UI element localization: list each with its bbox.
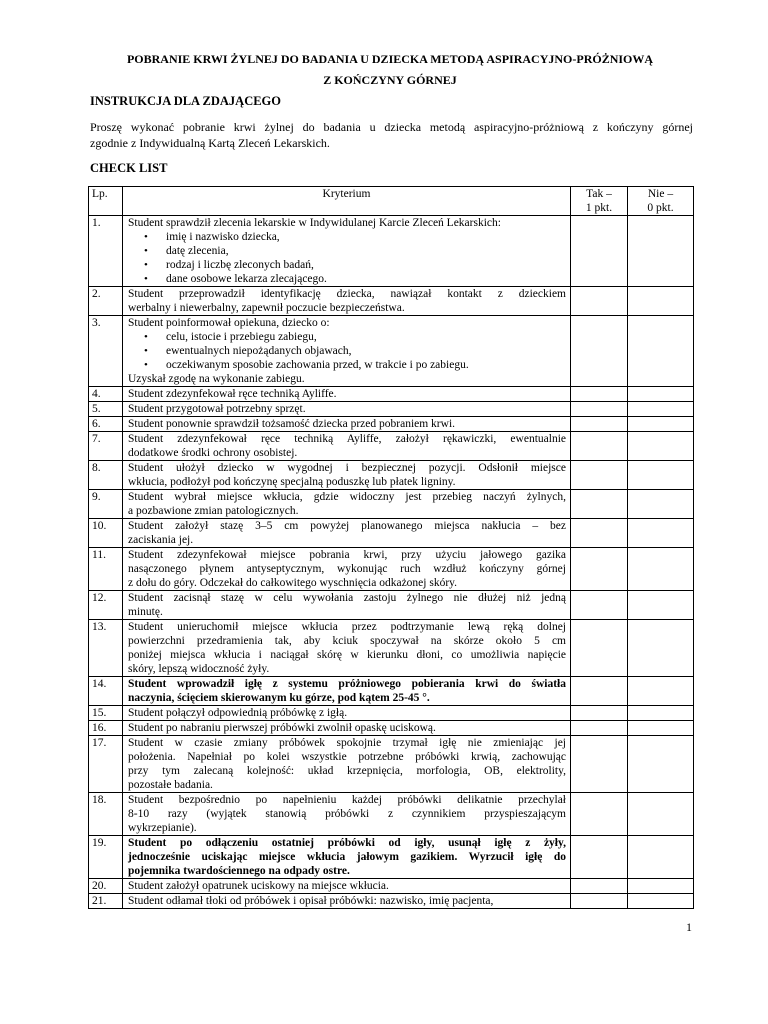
checklist-row: [89, 706, 694, 721]
nie-score-cell[interactable]: [628, 432, 694, 461]
row-criterion: [123, 793, 571, 836]
tak-score-cell[interactable]: [571, 793, 628, 836]
header-tak: [571, 187, 628, 216]
page-number: 1: [686, 920, 692, 934]
checklist-row: [89, 721, 694, 736]
criterion-line: jednocześnie uciskając miejsce wkłucia jałowym gazikiem. Wyrzucił igłę do: [128, 851, 566, 863]
criterion-line: Student ułożył dziecko w wygodnej i bezpiecznej pozycji. Odsłonił miejsce: [128, 462, 566, 474]
checklist-header-row: [89, 187, 694, 216]
criterion-bullet: • oczekiwanym sposobie zachowania przed, w trakcie i po zabiegu.: [128, 358, 566, 372]
row-number: 18.: [89, 793, 123, 836]
header-nie-line1: Nie –: [647, 188, 674, 200]
tak-score-cell[interactable]: [571, 316, 628, 387]
criterion-bullet: • ewentualnych niepożądanych objawach,: [128, 344, 566, 358]
nie-score-cell[interactable]: [628, 519, 694, 548]
instructions-text: [90, 119, 693, 151]
criterion-line: dodatkowe środki ochrony osobistej.: [128, 447, 298, 459]
tak-score-cell[interactable]: [571, 402, 628, 417]
criterion-line: Student wprowadził igłę z systemu próżniowego pobierania krwi do światła: [128, 678, 566, 690]
row-criterion: [123, 677, 571, 706]
checklist-table: [88, 186, 694, 909]
row-criterion: [123, 706, 571, 721]
row-criterion: [123, 316, 571, 387]
tak-score-cell[interactable]: [571, 216, 628, 287]
row-criterion: [123, 620, 571, 677]
row-number: 21.: [89, 894, 123, 909]
criterion-bullet: • dane osobowe lekarza zlecającego.: [128, 272, 566, 286]
nie-score-cell[interactable]: [628, 490, 694, 519]
criterion-line: Student po nabraniu pierwszej próbówki zwolnił opaskę uciskową.: [128, 722, 436, 734]
criterion-line: poniżej miejsca wkłucia i naciągał skórę w kierunku dłoni, co umożliwia napięcie: [128, 649, 566, 661]
checklist-row: [89, 287, 694, 316]
row-criterion: [123, 287, 571, 316]
header-nie-line2: 0 pkt.: [647, 202, 674, 214]
criterion-line: zaciskania jej.: [128, 534, 194, 546]
tak-score-cell[interactable]: [571, 736, 628, 793]
row-criterion: [123, 879, 571, 894]
checklist-heading: CHECK LIST: [90, 161, 168, 175]
criterion-line: Student założył opatrunek uciskowy na miejsce wkłucia.: [128, 880, 389, 892]
nie-score-cell[interactable]: [628, 461, 694, 490]
row-criterion: [123, 387, 571, 402]
nie-score-cell[interactable]: [628, 387, 694, 402]
nie-score-cell[interactable]: [628, 706, 694, 721]
row-number: 7.: [89, 432, 123, 461]
row-number: 3.: [89, 316, 123, 387]
row-number: 6.: [89, 417, 123, 432]
row-number: 16.: [89, 721, 123, 736]
criterion-line: Student odłamał tłoki od próbówek i opisał próbówki: nazwisko, imię pacjenta,: [128, 895, 494, 907]
row-number: 19.: [89, 836, 123, 879]
tak-score-cell[interactable]: [571, 620, 628, 677]
document-title-line1: POBRANIE KRWI ŻYLNEJ DO BADANIA U DZIECKA METODĄ ASPIRACYJNO-PRÓŻNIOWĄ: [126, 52, 654, 66]
checklist-row: [89, 490, 694, 519]
nie-score-cell[interactable]: [628, 793, 694, 836]
nie-score-cell[interactable]: [628, 677, 694, 706]
nie-score-cell[interactable]: [628, 548, 694, 591]
row-criterion: [123, 721, 571, 736]
row-number: 12.: [89, 591, 123, 620]
criterion-line: werbalny i niewerbalny, zapewnił poczucie bezpieczeństwa.: [128, 302, 405, 314]
checklist-row: [89, 894, 694, 909]
row-number: 10.: [89, 519, 123, 548]
criterion-line: Student ponownie sprawdził tożsamość dziecka przed pobraniem krwi.: [128, 418, 456, 430]
row-criterion: [123, 519, 571, 548]
criterion-line: Student zdezynfekował ręce techniką Ayliffe, założył rękawiczki, ewentualnie: [128, 433, 566, 445]
criterion-line: Student zdezynfekował miejsce pobrania krwi, przy użyciu jałowego gazika: [128, 549, 566, 561]
tak-score-cell[interactable]: [571, 432, 628, 461]
checklist-row: [89, 316, 694, 387]
tak-score-cell[interactable]: [571, 287, 628, 316]
row-number: 2.: [89, 287, 123, 316]
checklist-row: [89, 417, 694, 432]
header-lp: Lp.: [89, 187, 123, 216]
row-criterion: [123, 894, 571, 909]
nie-score-cell[interactable]: [628, 287, 694, 316]
header-tak-line1: Tak –: [586, 188, 612, 200]
nie-score-cell[interactable]: [628, 620, 694, 677]
criterion-bullet: • celu, istocie i przebiegu zabiegu,: [128, 330, 566, 344]
criterion-line: Student zdezynfekował ręce techniką Ayliffe.: [128, 388, 337, 400]
checklist-row: [89, 620, 694, 677]
nie-score-cell[interactable]: [628, 216, 694, 287]
criterion-line: z dołu do góry. Odczekał do całkowitego wyschnięcia odkażonej skóry.: [128, 577, 458, 589]
header-tak-line2: 1 pkt.: [585, 202, 613, 214]
tak-score-cell[interactable]: [571, 591, 628, 620]
tak-score-cell[interactable]: [571, 490, 628, 519]
criterion-line: położenia. Napełniał po kolei wszystkie potrzebne próbówki krwią, zachowując: [128, 751, 566, 763]
criterion-bullet: • datę zlecenia,: [128, 244, 566, 258]
criterion-line: powierzchni przedramienia tak, aby kciuk spoczywał na skórze około 5 cm: [128, 635, 566, 647]
row-number: 11.: [89, 548, 123, 591]
nie-score-cell[interactable]: [628, 836, 694, 879]
row-number: 9.: [89, 490, 123, 519]
criterion-line: skóry, lepszą widoczność żyły.: [128, 663, 270, 675]
row-criterion: [123, 461, 571, 490]
criterion-line: pozostałe badania.: [128, 779, 213, 791]
criterion-line: naczynia, ścięciem skierowanym ku górze, pod kątem 25-45 °.: [128, 692, 430, 704]
tak-score-cell[interactable]: [571, 879, 628, 894]
row-criterion: [123, 417, 571, 432]
checklist-row: [89, 387, 694, 402]
nie-score-cell[interactable]: [628, 736, 694, 793]
nie-score-cell[interactable]: [628, 417, 694, 432]
row-number: 17.: [89, 736, 123, 793]
criterion-line: Uzyskał zgodę na wykonanie zabiegu.: [128, 373, 305, 385]
criterion-line: Student połączył odpowiednią próbówkę z igłą.: [128, 707, 348, 719]
header-nie: [628, 187, 694, 216]
criterion-line: Student w czasie zmiany próbówek spokojnie trzymał igłę nie zmieniając jej: [128, 737, 566, 749]
document-title-line2: Z KOŃCZYNY GÓRNEJ: [323, 73, 457, 87]
criterion-line: Student po odłączeniu ostatniej próbówki od igły, usunął igłę z żyły,: [128, 837, 566, 849]
checklist-row: [89, 736, 694, 793]
checklist-row: [89, 879, 694, 894]
row-number: 8.: [89, 461, 123, 490]
checklist-row: [89, 548, 694, 591]
nie-score-cell[interactable]: [628, 591, 694, 620]
tak-score-cell[interactable]: [571, 894, 628, 909]
criterion-line: Student przeprowadził identyfikację dziecka, nawiązał kontakt z dzieckiem: [128, 288, 566, 300]
criterion-line: minutę.: [128, 606, 163, 618]
criterion-line: Student założył stazę 3–5 cm powyżej planowanego miejsca nakłucia – bez: [128, 520, 566, 532]
checklist-row: [89, 793, 694, 836]
criterion-line: a pozbawione zmian patologicznych.: [128, 505, 299, 517]
criterion-bullet: • rodzaj i liczbę zleconych badań,: [128, 258, 566, 272]
nie-score-cell[interactable]: [628, 402, 694, 417]
row-criterion: [123, 402, 571, 417]
tak-score-cell[interactable]: [571, 548, 628, 591]
tak-score-cell[interactable]: [571, 461, 628, 490]
tak-score-cell[interactable]: [571, 417, 628, 432]
criterion-line: pojemnika twardościennego na odpady ostre.: [128, 865, 350, 877]
row-number: 4.: [89, 387, 123, 402]
criterion-line: wkłucia, podłożył pod kończynę specjalną poduszkę lub płatek ligniny.: [128, 476, 456, 488]
instructions-line: zgodnie z Indywidualną Kartą Zleceń Lekarskich.: [90, 136, 330, 150]
criterion-line: Student zacisnął stazę w celu wywołania zastoju żylnego nie dłużej niż jedną: [128, 592, 566, 604]
checklist-row: [89, 461, 694, 490]
criterion-line: wykrzepianie).: [128, 822, 197, 834]
row-criterion: [123, 736, 571, 793]
nie-score-cell[interactable]: [628, 316, 694, 387]
row-criterion: [123, 490, 571, 519]
checklist-row: [89, 836, 694, 879]
tak-score-cell[interactable]: [571, 721, 628, 736]
nie-score-cell[interactable]: [628, 721, 694, 736]
instructions-heading: INSTRUKCJA DLA ZDAJĄCEGO: [90, 94, 282, 108]
checklist-row: [89, 216, 694, 287]
row-number: 13.: [89, 620, 123, 677]
row-criterion: [123, 548, 571, 591]
row-number: 20.: [89, 879, 123, 894]
header-kryterium: Kryterium: [123, 187, 571, 216]
criterion-line: Student wybrał miejsce wkłucia, gdzie widoczny jest przebieg naczyń żylnych,: [128, 491, 566, 503]
row-criterion: [123, 432, 571, 461]
tak-score-cell[interactable]: [571, 677, 628, 706]
criterion-line: Student bezpośrednio po napełnieniu każdej próbówki delikatnie przechylał: [128, 794, 566, 806]
checklist-row: [89, 432, 694, 461]
row-criterion: [123, 216, 571, 287]
row-criterion: [123, 591, 571, 620]
row-criterion: [123, 836, 571, 879]
tak-score-cell[interactable]: [571, 706, 628, 721]
checklist-row: [89, 591, 694, 620]
instructions-line: Proszę wykonać pobranie krwi żylnej do badania u dziecka metodą aspiracyjno-próżniową z kończyny górnej: [90, 120, 693, 134]
criterion-line: Student poinformował opiekuna, dziecko o:: [128, 317, 330, 329]
criterion-line: 8-10 razy (wyjątek stanowią próbówki z czynnikiem przyspieszającym: [128, 808, 566, 820]
row-number: 14.: [89, 677, 123, 706]
row-number: 5.: [89, 402, 123, 417]
criterion-bullet: • imię i nazwisko dziecka,: [128, 230, 566, 244]
row-number: 15.: [89, 706, 123, 721]
row-number: 1.: [89, 216, 123, 287]
nie-score-cell[interactable]: [628, 894, 694, 909]
criterion-line: Student unieruchomił miejsce wkłucia przez podtrzymanie lewą ręką dolnej: [128, 621, 566, 633]
checklist-row: [89, 677, 694, 706]
checklist-row: [89, 402, 694, 417]
criterion-line: przy tym zalecaną kolejność: układ krzepnięcia, morfologia, OB, elektrolity,: [128, 765, 566, 777]
criterion-line: Student przygotował potrzebny sprzęt.: [128, 403, 306, 415]
tak-score-cell[interactable]: [571, 519, 628, 548]
checklist-row: [89, 519, 694, 548]
tak-score-cell[interactable]: [571, 387, 628, 402]
criterion-line: nasączonego płynem antyseptycznym, wykonując ruch wzdłuż kończyny górnej: [128, 563, 566, 575]
criterion-line: Student sprawdził zlecenia lekarskie w Indywidulanej Karcie Zleceń Lekarskich:: [128, 217, 501, 229]
tak-score-cell[interactable]: [571, 836, 628, 879]
nie-score-cell[interactable]: [628, 879, 694, 894]
